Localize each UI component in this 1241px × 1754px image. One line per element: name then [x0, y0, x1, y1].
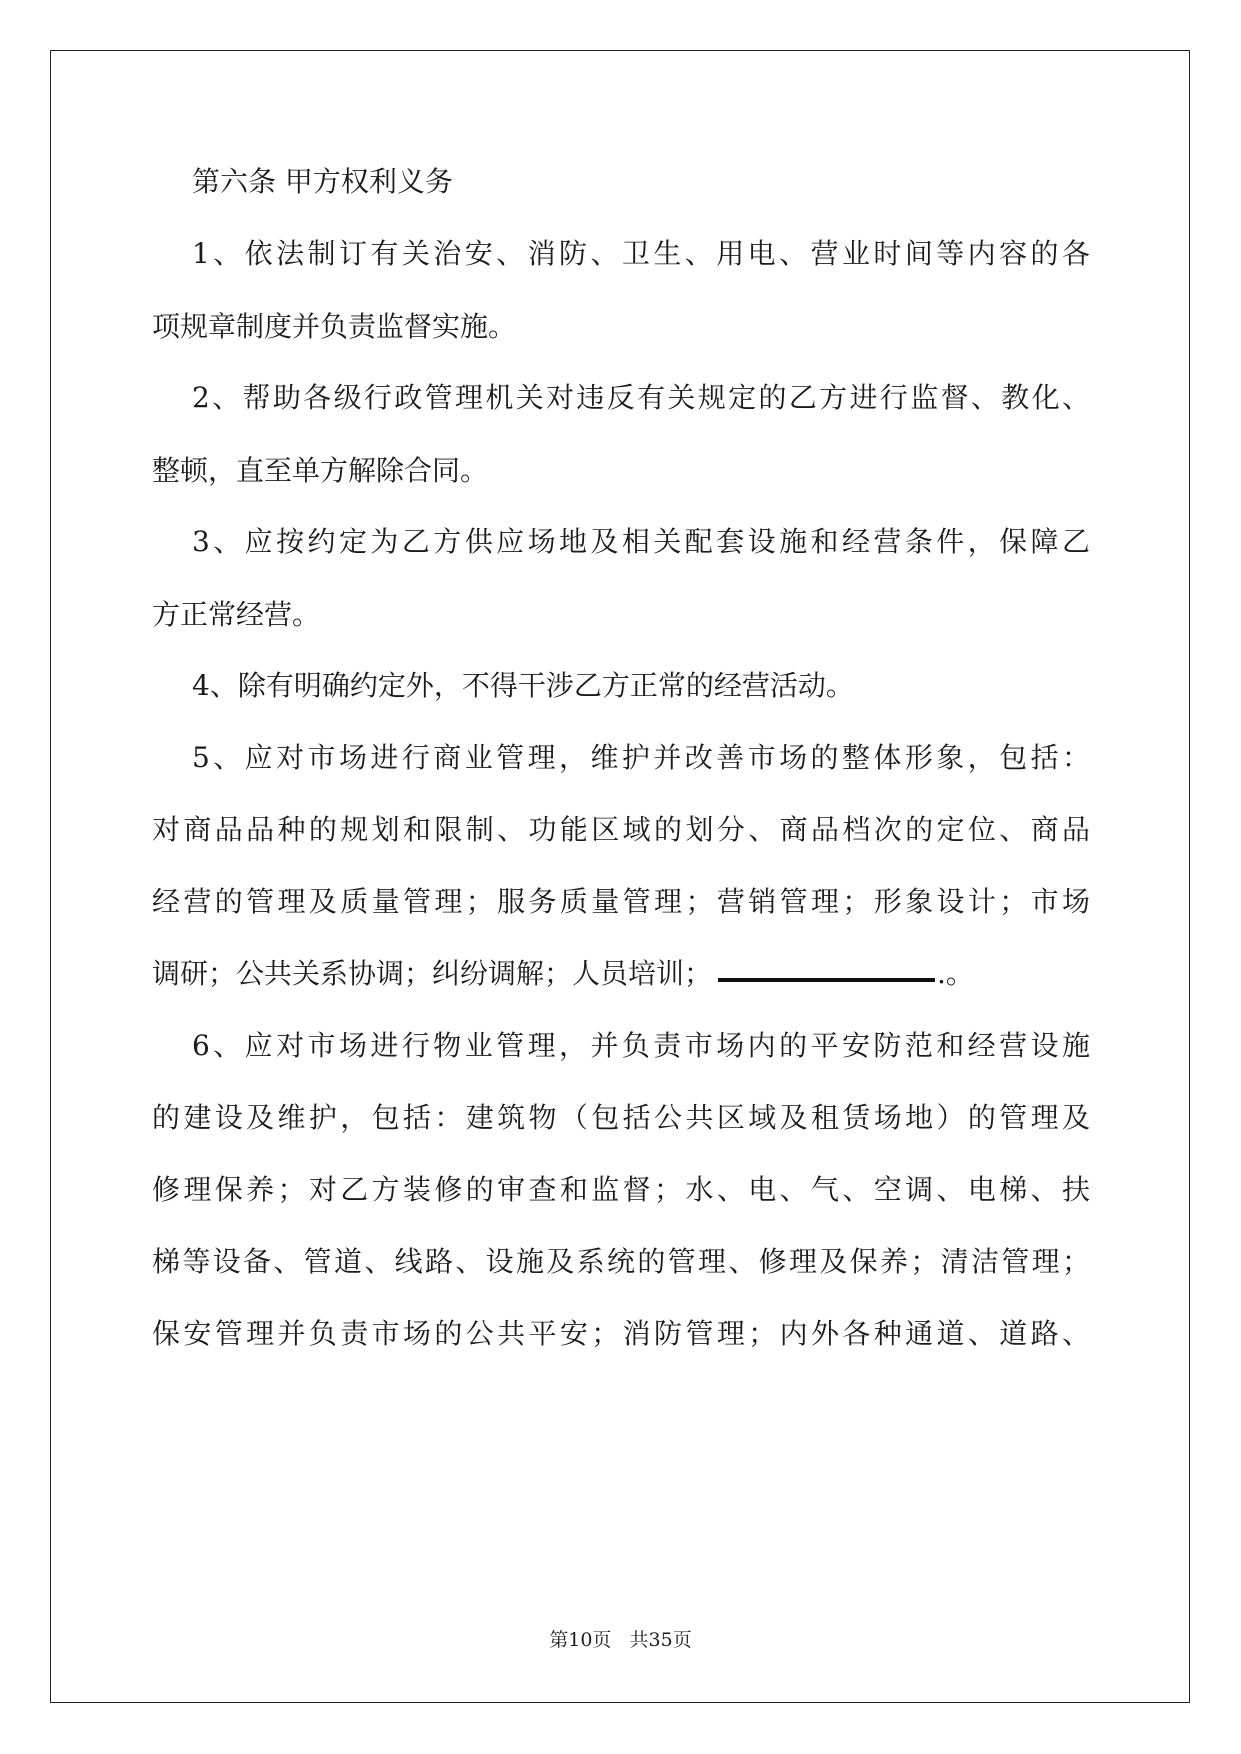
clause-6-line-2: 的建设及维护，包括：建筑物（包括公共区域及租赁场地）的管理及 [152, 1101, 1090, 1134]
clause-3-line-1: 3、应按约定为乙方供应场地及相关配套设施和经营条件，保障乙 [192, 525, 1090, 558]
clause-4-line-1: 4、除有明确约定外，不得干涉乙方正常的经营活动。 [192, 669, 854, 702]
clause-6-line-3: 修理保养；对乙方装修的审查和监督；水、电、气、空调、电梯、扶 [152, 1173, 1090, 1206]
clause-5-line-4 [152, 954, 974, 994]
clause-5-line-4-end: .。 [937, 957, 974, 990]
page-footer: 第10页 共35页 [549, 1629, 692, 1651]
clause-5-line-3: 经营的管理及质量管理；服务质量管理；营销管理；形象设计；市场 [152, 885, 1090, 918]
clause-1-line-2: 项规章制度并负责监督实施。 [152, 310, 517, 343]
page-border [50, 50, 1190, 1703]
clause-5-line-4-text: 调研；公共关系协调；纠纷调解；人员培训； [152, 957, 713, 990]
clause-2-line-2: 整顿，直至单方解除合同。 [152, 454, 489, 487]
clause-6-line-1: 6、应对市场进行物业管理，并负责市场内的平安防范和经营设施 [192, 1029, 1090, 1062]
fill-in-blank [718, 956, 935, 982]
section-title: 第六条 甲方权利义务 [192, 165, 453, 198]
clause-3-line-2: 方正常经营。 [152, 598, 321, 631]
clause-5-line-2: 对商品品种的规划和限制、功能区域的划分、商品档次的定位、商品 [152, 813, 1090, 846]
clause-2-line-1: 2、帮助各级行政管理机关对违反有关规定的乙方进行监督、教化、 [192, 381, 1090, 414]
clause-5-line-1: 5、应对市场进行商业管理，维护并改善市场的整体形象，包括： [192, 741, 1090, 774]
clause-6-line-5: 保安管理并负责市场的公共平安；消防管理；内外各种通道、道路、 [152, 1317, 1090, 1350]
clause-1-line-1: 1、依法制订有关治安、消防、卫生、用电、营业时间等内容的各 [192, 237, 1090, 270]
clause-6-line-4: 梯等设备、管道、线路、设施及系统的管理、修理及保养；清洁管理； [152, 1245, 1090, 1278]
